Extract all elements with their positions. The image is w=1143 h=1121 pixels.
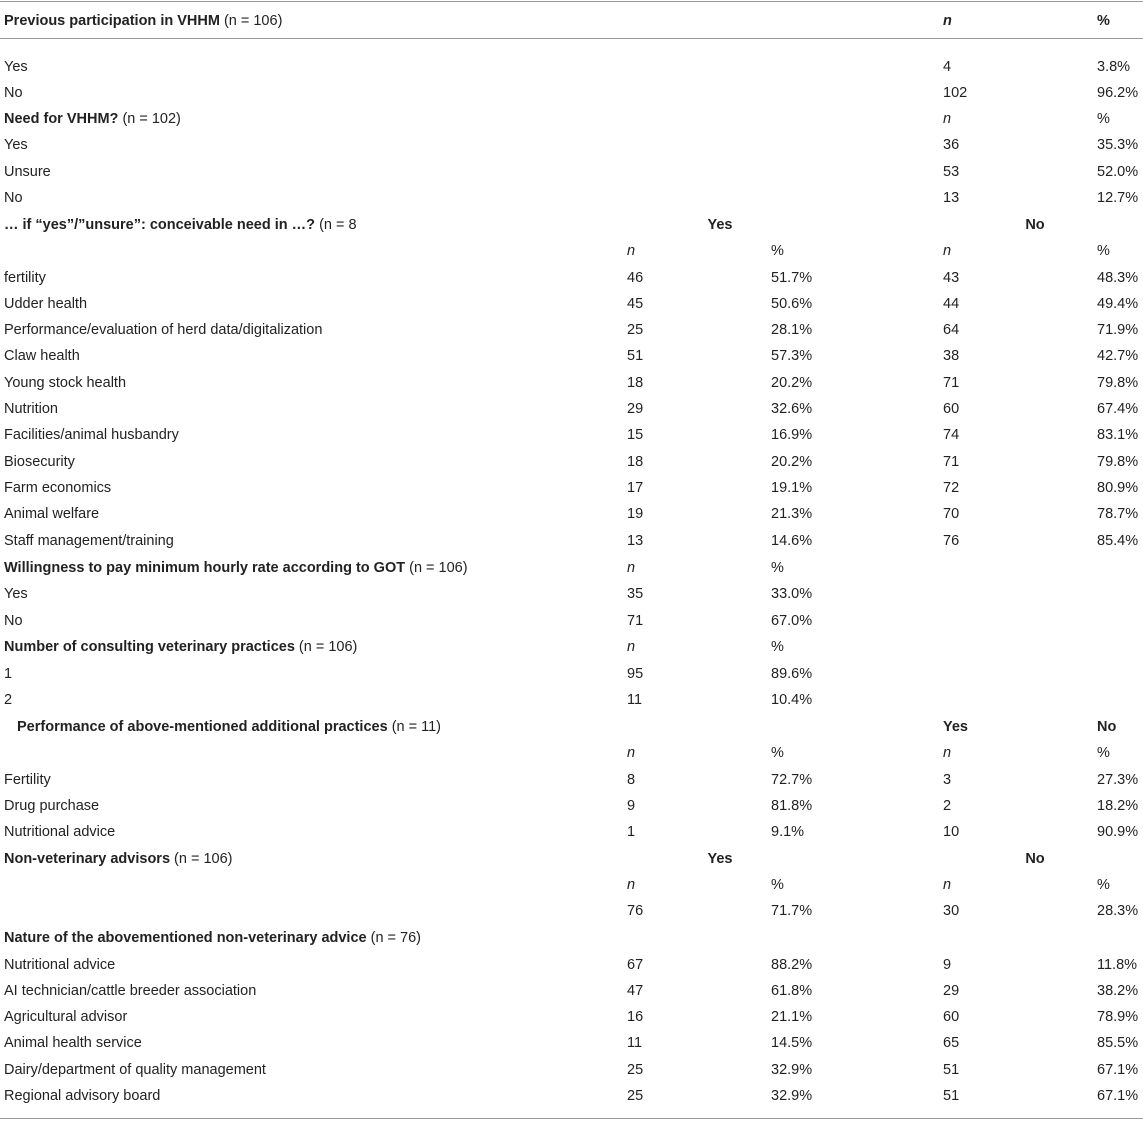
group-header-no: No (1025, 217, 1045, 233)
group-header-no: No (1097, 719, 1117, 735)
top-rule (0, 1, 1143, 2)
table-row: Staff management/training 13 14.6% 76 85.4% (4, 532, 1139, 549)
subheader-row: n % n % (627, 243, 1110, 259)
table-row: Yes 36 35.3% (4, 137, 1139, 153)
table-row: Drug purchase 9 81.8% 2 18.2% (4, 798, 1139, 814)
table-row: Yes 35 33.0% (4, 586, 813, 602)
header-rule (0, 38, 1143, 39)
table-row: Animal welfare 19 21.3% 70 78.7% (4, 506, 1139, 523)
table-row: Young stock health 18 20.2% 71 79.8% (4, 374, 1139, 391)
group-header-no: No (1025, 851, 1045, 867)
table-row: No 102 96.2% (4, 85, 1139, 101)
table-row: Udder health 45 50.6% 44 49.4% (4, 295, 1139, 312)
bottom-rule (0, 1118, 1143, 1119)
table-row: Unsure 53 52.0% (4, 164, 1139, 180)
section-header-practices: Number of consulting veterinary practices (n = 106) n % (4, 639, 784, 655)
column-header-n: n (943, 13, 952, 29)
table-row: Fertility 8 72.7% 3 27.3% (4, 772, 1139, 788)
table-row: Yes 4 3.8% (4, 59, 1131, 75)
table-row: Regional advisory board 25 32.9% 51 67.1% (4, 1088, 1139, 1104)
table-row: Farm economics 17 19.1% 72 80.9% (4, 479, 1139, 496)
subheader-row: n % n % (627, 745, 1110, 761)
table-row: Biosecurity 18 20.2% 71 79.8% (4, 453, 1139, 470)
group-header-yes: Yes (707, 851, 733, 867)
table-row: No 71 67.0% (4, 613, 813, 629)
table-row: Claw health 51 57.3% 38 42.7% (4, 348, 1139, 365)
title-n: (n = 106) (223, 13, 283, 29)
section-header-conceivable: … if “yes”/”unsure”: conceivable need in …? (n = 8 Yes No (0, 212, 1143, 238)
table-row: Nutrition 29 32.6% 60 67.4% (4, 401, 1139, 417)
table-row: 1 95 89.6% (4, 666, 813, 682)
section-header-willingness: Willingness to pay minimum hourly rate according to GOT (n = 106) n % (4, 560, 784, 576)
table-row: fertility 46 51.7% 43 48.3% (4, 269, 1139, 286)
section-header-nature: Nature of the abovementioned non-veterinary advice (n = 76) (4, 930, 421, 946)
table-row: 2 11 10.4% (4, 692, 813, 708)
group-header-yes: Yes (707, 217, 733, 233)
table-row: Facilities/animal husbandry 15 16.9% 74 83.1% (4, 427, 1139, 444)
table-row: AI technician/cattle breeder association 47 61.8% 29 38.2% (4, 982, 1139, 999)
table-row: Performance/evaluation of herd data/digitalization 25 28.1% 64 71.9% (4, 322, 1139, 339)
subheader-row: n % n % (627, 877, 1110, 893)
column-header-pct: % (1097, 13, 1110, 29)
table-row: Nutritional advice 67 88.2% 9 11.8% (4, 956, 1138, 973)
table-row: No 13 12.7% (4, 190, 1139, 206)
group-header-yes: Yes (943, 719, 968, 735)
table-row: Animal health service 11 14.5% 65 85.5% (4, 1035, 1139, 1052)
section-header-nonvet: Non-veterinary advisors (n = 106) Yes No (0, 846, 1143, 872)
table-row: Dairy/department of quality management 25 32.9% 51 67.1% (4, 1061, 1139, 1078)
table-header-row (0, 8, 1143, 34)
section-header-need: Need for VHHM? (n = 102) n % (4, 111, 1110, 127)
table-row: 76 71.7% 30 28.3% (627, 903, 1139, 919)
table-row: Agricultural advisor 16 21.1% 60 78.9% (4, 1009, 1139, 1026)
table-row: Nutritional advice 1 9.1% 10 90.9% (4, 824, 1139, 840)
section-header-performance: Performance of above-mentioned additional practices (n = 11) Yes No (0, 714, 1143, 740)
section-title-participation: Previous participation in VHHM (n = 106) (4, 13, 283, 29)
